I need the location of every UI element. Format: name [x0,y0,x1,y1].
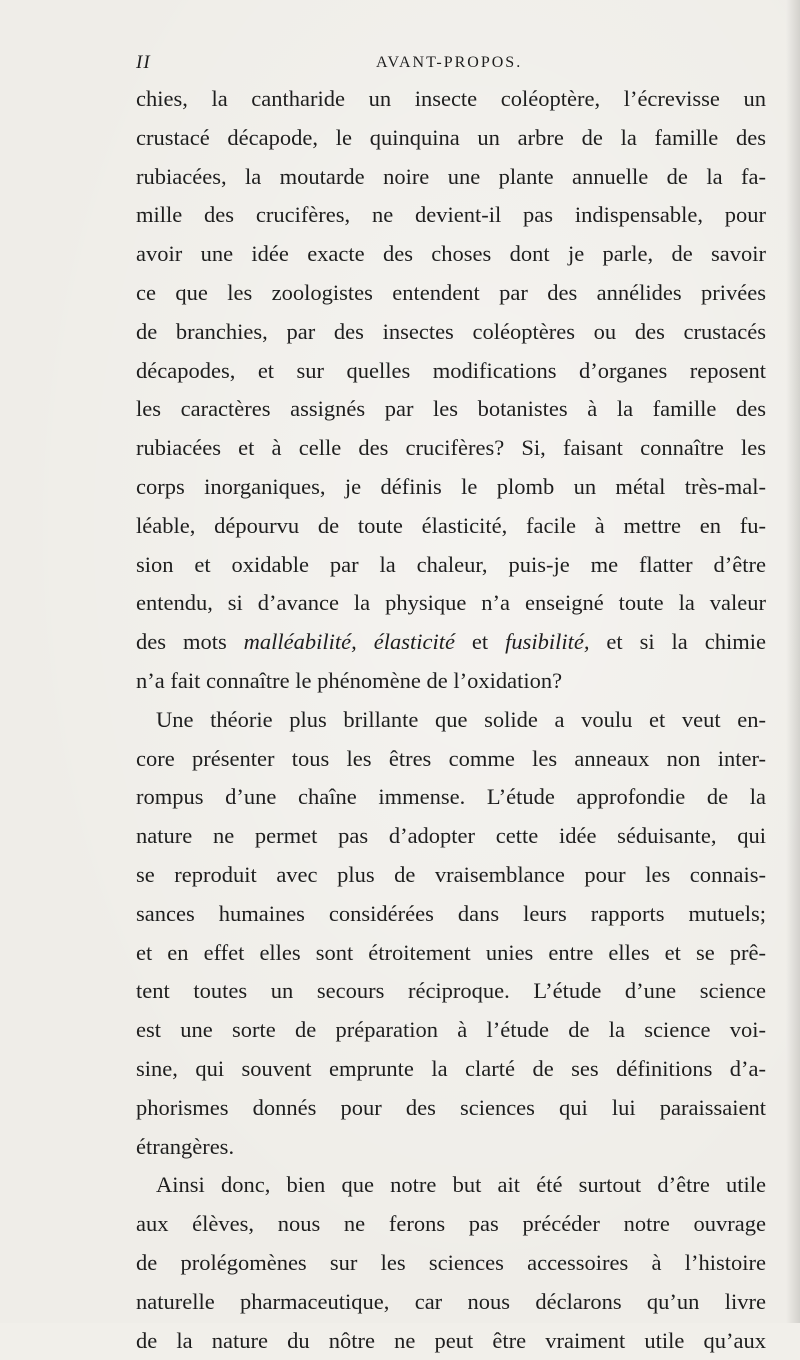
text-line: tent toutes un secours réciproque. L’étude d’une science [136,972,766,1011]
text-line: nature ne permet pas d’adopter cette idée séduisante, qui [136,817,766,856]
text-line: sine, qui souvent emprunte la clarté de ses définitions d’a- [136,1050,766,1089]
text-line: chies, la cantharide un insecte coléoptère, l’écrevisse un [136,80,766,119]
text-run: et [455,629,505,654]
running-head: AVANT-PROPOS. [376,54,522,72]
text-line: phorismes donnés pour des sciences qui lui paraissaient [136,1089,766,1128]
text-line: rompus d’une chaîne immense. L’étude approfondie de la [136,778,766,817]
paragraph-end-line: étrangères. [136,1128,766,1167]
page-edge-shadow [786,0,800,1323]
text-line: et en effet elles sont étroitement unies entre elles et se prê- [136,934,766,973]
body-text [136,80,766,1360]
text-line: crustacé décapode, le quinquina un arbre de la famille des [136,119,766,158]
text-line: décapodes, et sur quelles modifications d’organes reposent [136,352,766,391]
italic-terms: malléabilité, élasticité [244,629,455,654]
text-line: sion et oxidable par la chaleur, puis-je me flatter d’être [136,546,766,585]
text-line: les caractères assignés par les botanistes à la famille des [136,390,766,429]
text-line-with-italics [136,623,766,662]
text-line: de prolégomènes sur les sciences accessoires à l’histoire [136,1244,766,1283]
text-line: de la nature du nôtre ne peut être vraiment utile qu’aux [136,1322,766,1360]
text-line: est une sorte de préparation à l’étude de la science voi- [136,1011,766,1050]
text-line: aux élèves, nous ne ferons pas précéder notre ouvrage [136,1205,766,1244]
page-number: II [136,52,151,74]
text-line: léable, dépourvu de toute élasticité, facile à mettre en fu- [136,507,766,546]
paragraph-first-line: Une théorie plus brillante que solide a voulu et veut en- [136,701,766,740]
text-line: mille des crucifères, ne devient-il pas indispensable, pour [136,196,766,235]
text-run: et si la chimie [589,629,766,654]
text-run: des mots [136,629,244,654]
text-line: se reproduit avec plus de vraisemblance pour les connais- [136,856,766,895]
paragraph-first-line: Ainsi donc, bien que notre but ait été surtout d’être utile [136,1166,766,1205]
italic-term: fusibilité, [505,629,589,654]
text-line: corps inorganiques, je définis le plomb un métal très-mal- [136,468,766,507]
text-line: sances humaines considérées dans leurs rapports mutuels; [136,895,766,934]
text-line: ce que les zoologistes entendent par des annélides privées [136,274,766,313]
text-line: entendu, si d’avance la physique n’a enseigné toute la valeur [136,584,766,623]
text-line: de branchies, par des insectes coléoptères ou des crustacés [136,313,766,352]
text-line: avoir une idée exacte des choses dont je parle, de savoir [136,235,766,274]
paragraph-end-line: n’a fait connaître le phénomène de l’oxidation? [136,662,766,701]
text-line: naturelle pharmaceutique, car nous déclarons qu’un livre [136,1283,766,1322]
text-line: core présenter tous les êtres comme les anneaux non inter- [136,740,766,779]
text-line: rubiacées, la moutarde noire une plante annuelle de la fa- [136,158,766,197]
page-header [136,52,758,82]
text-line: rubiacées et à celle des crucifères? Si, faisant connaître les [136,429,766,468]
